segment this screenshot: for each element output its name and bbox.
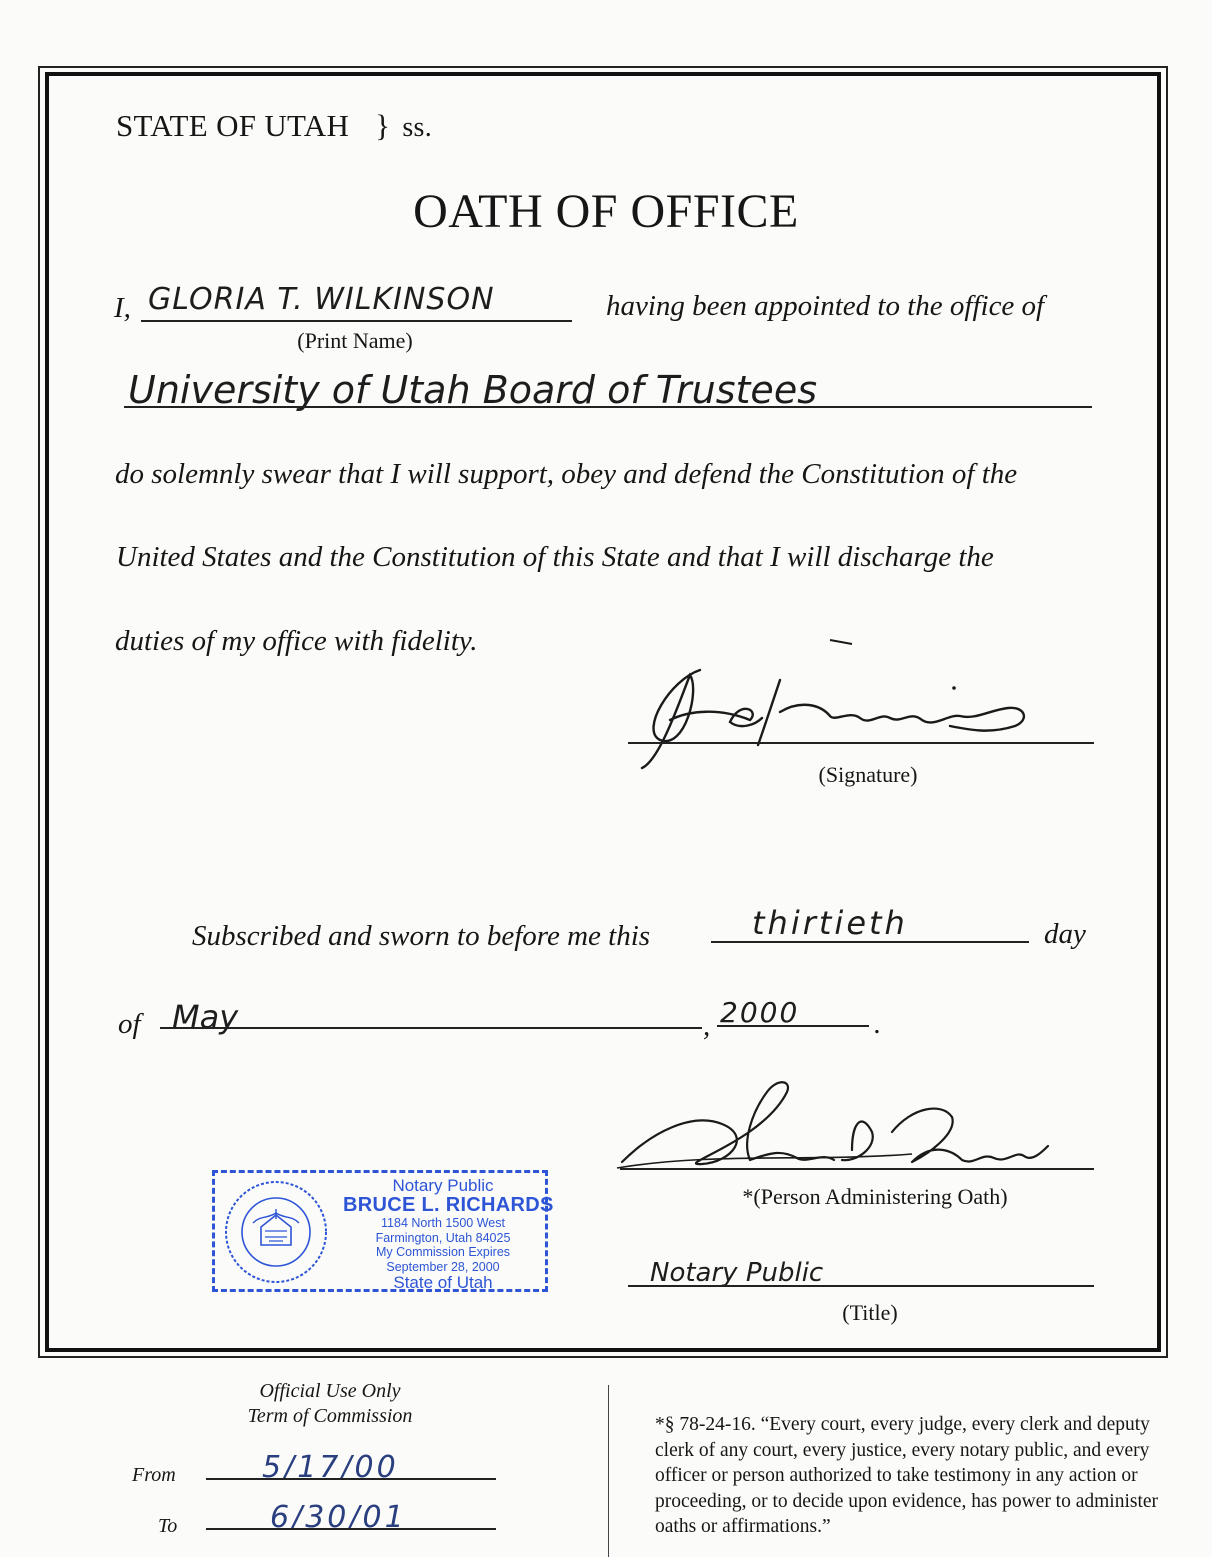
title-handwritten: Notary Public bbox=[650, 1258, 824, 1288]
title-line bbox=[628, 1285, 1094, 1287]
appointed-text: having been appointed to the office of bbox=[606, 290, 1045, 322]
stamp-text-block bbox=[343, 1176, 554, 1292]
year-line bbox=[717, 1025, 869, 1027]
title-caption: (Title) bbox=[842, 1300, 898, 1325]
month-handwritten: May bbox=[172, 998, 239, 1036]
to-label: To bbox=[158, 1515, 178, 1537]
brace-symbol: } bbox=[375, 108, 391, 143]
signature-caption: (Signature) bbox=[818, 762, 918, 787]
officer-signature bbox=[630, 630, 1050, 780]
to-line bbox=[206, 1528, 496, 1530]
office-line bbox=[124, 406, 1092, 408]
administrator-caption: *(Person Administering Oath) bbox=[742, 1184, 1008, 1209]
state-heading bbox=[116, 108, 432, 144]
stamp-address-2: Farmington, Utah 84025 bbox=[375, 1230, 511, 1245]
stamp-expires-date: September 28, 2000 bbox=[386, 1259, 500, 1274]
from-value: 5/17/00 bbox=[262, 1450, 399, 1485]
print-name-caption: (Print Name) bbox=[297, 328, 413, 353]
stamp-address-1: 1184 North 1500 West bbox=[381, 1216, 505, 1230]
oath-line-1: do solemnly swear that I will support, obey and defend the Constitution of the bbox=[115, 458, 1018, 490]
statute-footnote: *§ 78-24-16. “Every court, every judge, every clerk and deputy clerk of any court, every justice, every notary public, and every officer or person authorized to take testimony in any action or proceeding, or to decide upon evidence, has power to administer oaths or affirmations.” bbox=[655, 1414, 1159, 1537]
stamp-name: BRUCE L. RICHARDS bbox=[343, 1194, 554, 1216]
day-label: day bbox=[1044, 918, 1086, 950]
period: . bbox=[874, 1008, 882, 1040]
ss-label: ss. bbox=[402, 112, 433, 143]
comma: , bbox=[703, 1010, 711, 1042]
i-prefix: I, bbox=[114, 292, 131, 324]
notary-signature bbox=[612, 1072, 1052, 1177]
oath-line-3: duties of my office with fidelity. bbox=[115, 625, 478, 657]
official-use-heading: Official Use Only bbox=[259, 1380, 401, 1402]
day-line bbox=[711, 941, 1029, 943]
oath-line-2: United States and the Constitution of this State and that I will discharge the bbox=[116, 541, 994, 573]
signature-line bbox=[628, 742, 1094, 744]
notary-stamp bbox=[212, 1170, 554, 1292]
from-line bbox=[206, 1478, 496, 1480]
to-value: 6/30/01 bbox=[270, 1500, 407, 1535]
stamp-expires-label: My Commission Expires bbox=[375, 1245, 511, 1259]
state-label: STATE OF UTAH bbox=[116, 108, 350, 143]
year-handwritten: 2000 bbox=[720, 996, 800, 1029]
term-of-commission-heading: Term of Commission bbox=[247, 1405, 413, 1427]
month-line bbox=[160, 1027, 702, 1029]
administrator-line bbox=[620, 1168, 1094, 1170]
vertical-divider bbox=[608, 1385, 609, 1557]
from-label: From bbox=[132, 1464, 176, 1486]
stamp-title: Notary Public bbox=[392, 1176, 494, 1195]
print-name-line bbox=[141, 320, 572, 322]
day-handwritten: thirtieth bbox=[752, 904, 908, 942]
stamp-state: State of Utah bbox=[393, 1273, 493, 1292]
office-handwritten: University of Utah Board of Trustees bbox=[128, 368, 817, 412]
state-seal-icon bbox=[223, 1179, 329, 1285]
document-title: OATH OF OFFICE bbox=[413, 185, 799, 238]
printed-name-handwritten: GLORIA T. WILKINSON bbox=[148, 282, 495, 317]
subscribed-text: Subscribed and sworn to before me this bbox=[192, 920, 651, 952]
of-label: of bbox=[118, 1008, 141, 1040]
